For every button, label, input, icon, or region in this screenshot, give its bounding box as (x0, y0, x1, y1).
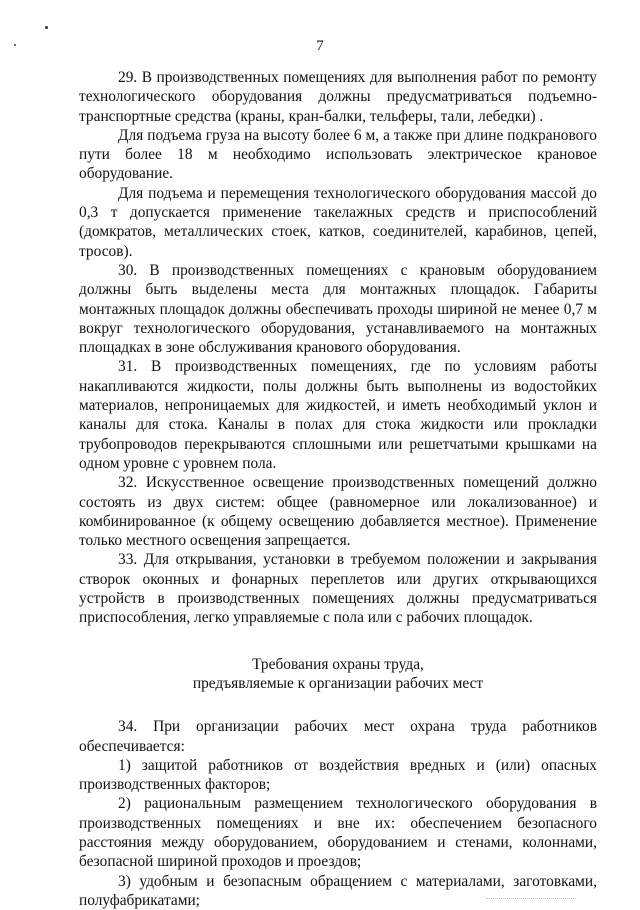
paragraph-33: 33. Для открывания, установки в требуемом положении и закрывания створок оконных и фонарных переплетов или других открывающихся устройств в производственных помещениях должны предусматриваться приспособления, легко управляемые с пола или с рабочих площадок. (79, 551, 597, 627)
paragraph-30: 30. В производственных помещениях с крановым оборудованием должны быть выделены места для монтажных площадок. Габариты монтажных площадок должны обеспечивать проходы шириной не менее 0,7 м вокруг технологического оборудования, устанавливаемого на монтажных площадках в зоне обслуживания кранового оборудования. (79, 261, 597, 357)
paragraph-29-crane-height: Для подъема груза на высоту более 6 м, а также при длине подкранового пути более 18 м необходимо использовать электрическое крановое оборудование. (79, 126, 597, 183)
paragraph-32: 32. Искусственное освещение производственных помещений должно состоять из двух систем: общее (равномерное или локализованное) и комбинированное (к общему освещению добавляется местное). Применение только местного освещения запрещается. (79, 474, 597, 550)
section-heading-line-1: Требования охраны труда, (252, 655, 424, 673)
section-heading-line-2: предъявляемые к организации рабочих мест (192, 674, 484, 692)
list-item-1: 1) защитой работников от воздействия вредных и (или) опасных производственных факторов; (79, 756, 597, 794)
list-item-3: 3) удобным и безопасным обращением с материалами, заготовками, полуфабрикатами; (79, 872, 597, 909)
paragraph-34: 34. При организации рабочих мест охрана труда работников обеспечивается: (79, 718, 597, 755)
scan-edge-mark (486, 898, 576, 903)
paragraph-29-rigging: Для подъема и перемещения технологического оборудования массой до 0,3 т допускается применение такелажных средств и приспособлений (домкратов, металлических стоек, катков, соединителей, карабинов, цепей, тросов). (79, 184, 597, 260)
document-body (79, 68, 597, 910)
page-number: 7 (316, 38, 324, 54)
paragraph-29: 29. В производственных помещениях для выполнения работ по ремонту технологического оборудования должны предусматриваться подъемно-транспортные средства (краны, кран-балки, тельферы, тали, лебедки) . (79, 69, 597, 125)
scan-speck (45, 26, 48, 29)
paragraph-31: 31. В производственных помещениях, где по условиям работы накапливаются жидкости, полы должны быть выполнены из водостойких материалов, непроницаемых для жидкостей, и иметь необходимый уклон и каналы для стока. Каналы в полах для стока жидкости или прокладки трубопроводов перекрываются сплошными или решетчатыми крышками на одном уровне с уровнем пола. (79, 358, 597, 472)
section-heading (79, 655, 597, 694)
list-item-2: 2) рациональным размещением технологического оборудования в производственных помещениях и вне их: обеспечением безопасного расстояния между оборудованием, оборудованием и стенами, колоннами, безопасной шириной проходов и проездов; (79, 795, 597, 871)
